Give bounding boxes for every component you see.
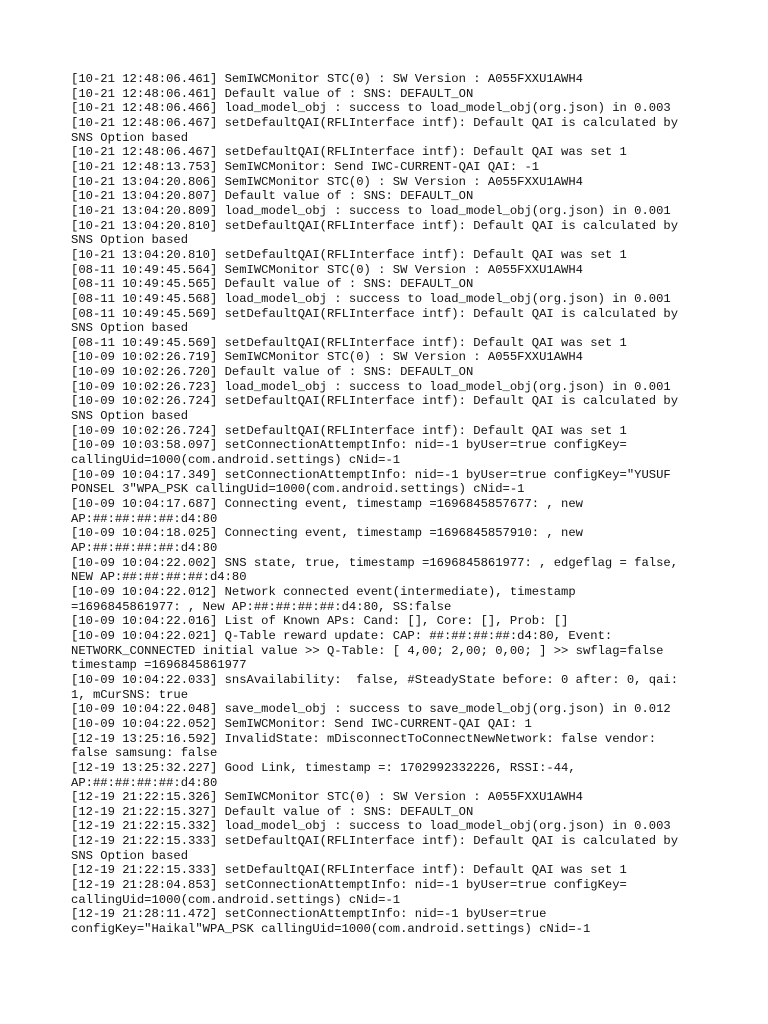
log-line: [10-09 10:02:26.723] load_model_obj : success to load_model_obj(org.json) in 0.001 xyxy=(71,379,671,394)
log-line: [10-09 10:04:22.048] save_model_obj : success to save_model_obj(org.json) in 0.012 xyxy=(71,702,671,717)
log-line: [10-09 10:04:22.012] Network connected event(intermediate), timestamp xyxy=(71,584,576,599)
log-line: =1696845861977: , New AP:##:##:##:##:d4:80, SS:false xyxy=(71,599,452,614)
log-line: [10-09 10:04:18.025] Connecting event, timestamp =1696845857910: , new xyxy=(71,526,583,541)
log-line: [10-09 10:04:17.687] Connecting event, timestamp =1696845857677: , new xyxy=(71,497,583,512)
log-line: [12-19 13:25:32.227] Good Link, timestamp =: 1702992332226, RSSI:-44, xyxy=(71,760,576,775)
log-line: [10-21 12:48:06.466] load_model_obj : success to load_model_obj(org.json) in 0.003 xyxy=(71,101,671,116)
log-line: [08-11 10:49:45.565] Default value of : SNS: DEFAULT_ON xyxy=(71,277,474,292)
log-line: [10-21 13:04:20.810] setDefaultQAI(RFLInterface intf): Default QAI is calculated by xyxy=(71,218,679,233)
log-line: SNS Option based xyxy=(71,233,189,248)
log-document xyxy=(71,72,711,937)
log-line: [10-09 10:02:26.724] setDefaultQAI(RFLInterface intf): Default QAI is calculated by xyxy=(71,394,679,409)
log-line: [10-09 10:02:26.719] SemIWCMonitor STC(0) : SW Version : A055FXXU1AWH4 xyxy=(71,350,583,365)
log-line: AP:##:##:##:##:d4:80 xyxy=(71,511,218,526)
log-line: [10-09 10:03:58.097] setConnectionAttemptInfo: nid=-1 byUser=true configKey= xyxy=(71,438,627,453)
log-line: NEW AP:##:##:##:##:d4:80 xyxy=(71,570,247,585)
log-line: callingUid=1000(com.android.settings) cNid=-1 xyxy=(71,892,401,907)
log-line: [10-09 10:02:26.724] setDefaultQAI(RFLInterface intf): Default QAI was set 1 xyxy=(71,423,627,438)
log-line: [10-09 10:04:22.033] snsAvailability: false, #SteadyState before: 0 after: 0, qai: xyxy=(71,672,679,687)
log-line: [10-21 12:48:13.753] SemIWCMonitor: Send IWC-CURRENT-QAI QAI: -1 xyxy=(71,159,540,174)
log-line: [10-21 13:04:20.806] SemIWCMonitor STC(0) : SW Version : A055FXXU1AWH4 xyxy=(71,174,583,189)
log-line: [08-11 10:49:45.569] setDefaultQAI(RFLInterface intf): Default QAI was set 1 xyxy=(71,335,627,350)
log-line: [10-21 12:48:06.467] setDefaultQAI(RFLInterface intf): Default QAI was set 1 xyxy=(71,145,627,160)
log-line: AP:##:##:##:##:d4:80 xyxy=(71,541,218,555)
log-line: [12-19 21:22:15.333] setDefaultQAI(RFLInterface intf): Default QAI was set 1 xyxy=(71,863,627,878)
log-line: [10-21 12:48:06.467] setDefaultQAI(RFLInterface intf): Default QAI is calculated by xyxy=(71,115,679,130)
log-line: [08-11 10:49:45.568] load_model_obj : success to load_model_obj(org.json) in 0.001 xyxy=(71,291,671,306)
log-line: PONSEL 3"WPA_PSK callingUid=1000(com.android.settings) cNid=-1 xyxy=(71,482,525,497)
log-line: [10-09 10:04:22.052] SemIWCMonitor: Send IWC-CURRENT-QAI QAI: 1 xyxy=(71,716,532,731)
log-line: timestamp =1696845861977 xyxy=(71,658,247,673)
log-line: [08-11 10:49:45.564] SemIWCMonitor STC(0) : SW Version : A055FXXU1AWH4 xyxy=(71,262,583,277)
log-line: AP:##:##:##:##:d4:80 xyxy=(71,775,218,790)
log-line: [12-19 21:28:04.853] setConnectionAttemptInfo: nid=-1 byUser=true configKey= xyxy=(71,878,627,893)
log-line: [12-19 21:22:15.332] load_model_obj : success to load_model_obj(org.json) in 0.003 xyxy=(71,819,671,834)
log-line: [12-19 21:22:15.326] SemIWCMonitor STC(0) : SW Version : A055FXXU1AWH4 xyxy=(71,790,583,805)
log-line: configKey="Haikal"WPA_PSK callingUid=1000(com.android.settings) cNid=-1 xyxy=(71,922,591,937)
log-line: [10-09 10:04:22.021] Q-Table reward update: CAP: ##:##:##:##:d4:80, Event: xyxy=(71,628,613,643)
log-line: [10-21 13:04:20.810] setDefaultQAI(RFLInterface intf): Default QAI was set 1 xyxy=(71,247,627,262)
log-line: [12-19 21:22:15.333] setDefaultQAI(RFLInterface intf): Default QAI is calculated by xyxy=(71,834,679,849)
log-line: SNS Option based xyxy=(71,848,189,863)
log-line: SNS Option based xyxy=(71,321,189,336)
log-line: false samsung: false xyxy=(71,746,218,761)
log-line: [12-19 21:28:11.472] setConnectionAttemptInfo: nid=-1 byUser=true xyxy=(71,907,547,922)
log-line: [10-21 13:04:20.807] Default value of : SNS: DEFAULT_ON xyxy=(71,189,474,204)
log-line: [10-21 13:04:20.809] load_model_obj : success to load_model_obj(org.json) in 0.001 xyxy=(71,203,671,218)
log-line: [10-09 10:04:17.349] setConnectionAttemptInfo: nid=-1 byUser=true configKey="YUSUF xyxy=(71,467,671,482)
log-line: [10-21 12:48:06.461] SemIWCMonitor STC(0) : SW Version : A055FXXU1AWH4 xyxy=(71,72,583,86)
log-line: [12-19 21:22:15.327] Default value of : SNS: DEFAULT_ON xyxy=(71,804,474,819)
log-line: [08-11 10:49:45.569] setDefaultQAI(RFLInterface intf): Default QAI is calculated by xyxy=(71,306,679,321)
log-line: NETWORK_CONNECTED initial value >> Q-Table: [ 4,00; 2,00; 0,00; ] >> swflag=false xyxy=(71,643,664,658)
log-line: [10-21 12:48:06.461] Default value of : SNS: DEFAULT_ON xyxy=(71,86,474,101)
log-line: [12-19 13:25:16.592] InvalidState: mDisconnectToConnectNewNetwork: false vendor: xyxy=(71,731,657,746)
log-line: SNS Option based xyxy=(71,130,189,145)
log-line: SNS Option based xyxy=(71,409,189,424)
log-line: callingUid=1000(com.android.settings) cNid=-1 xyxy=(71,453,401,468)
log-line: [10-09 10:04:22.002] SNS state, true, timestamp =1696845861977: , edgeflag = false, xyxy=(71,555,679,570)
log-line: [10-09 10:02:26.720] Default value of : SNS: DEFAULT_ON xyxy=(71,365,474,380)
log-line: 1, mCurSNS: true xyxy=(71,687,189,702)
log-line: [10-09 10:04:22.016] List of Known APs: Cand: [], Core: [], Prob: [] xyxy=(71,614,569,629)
